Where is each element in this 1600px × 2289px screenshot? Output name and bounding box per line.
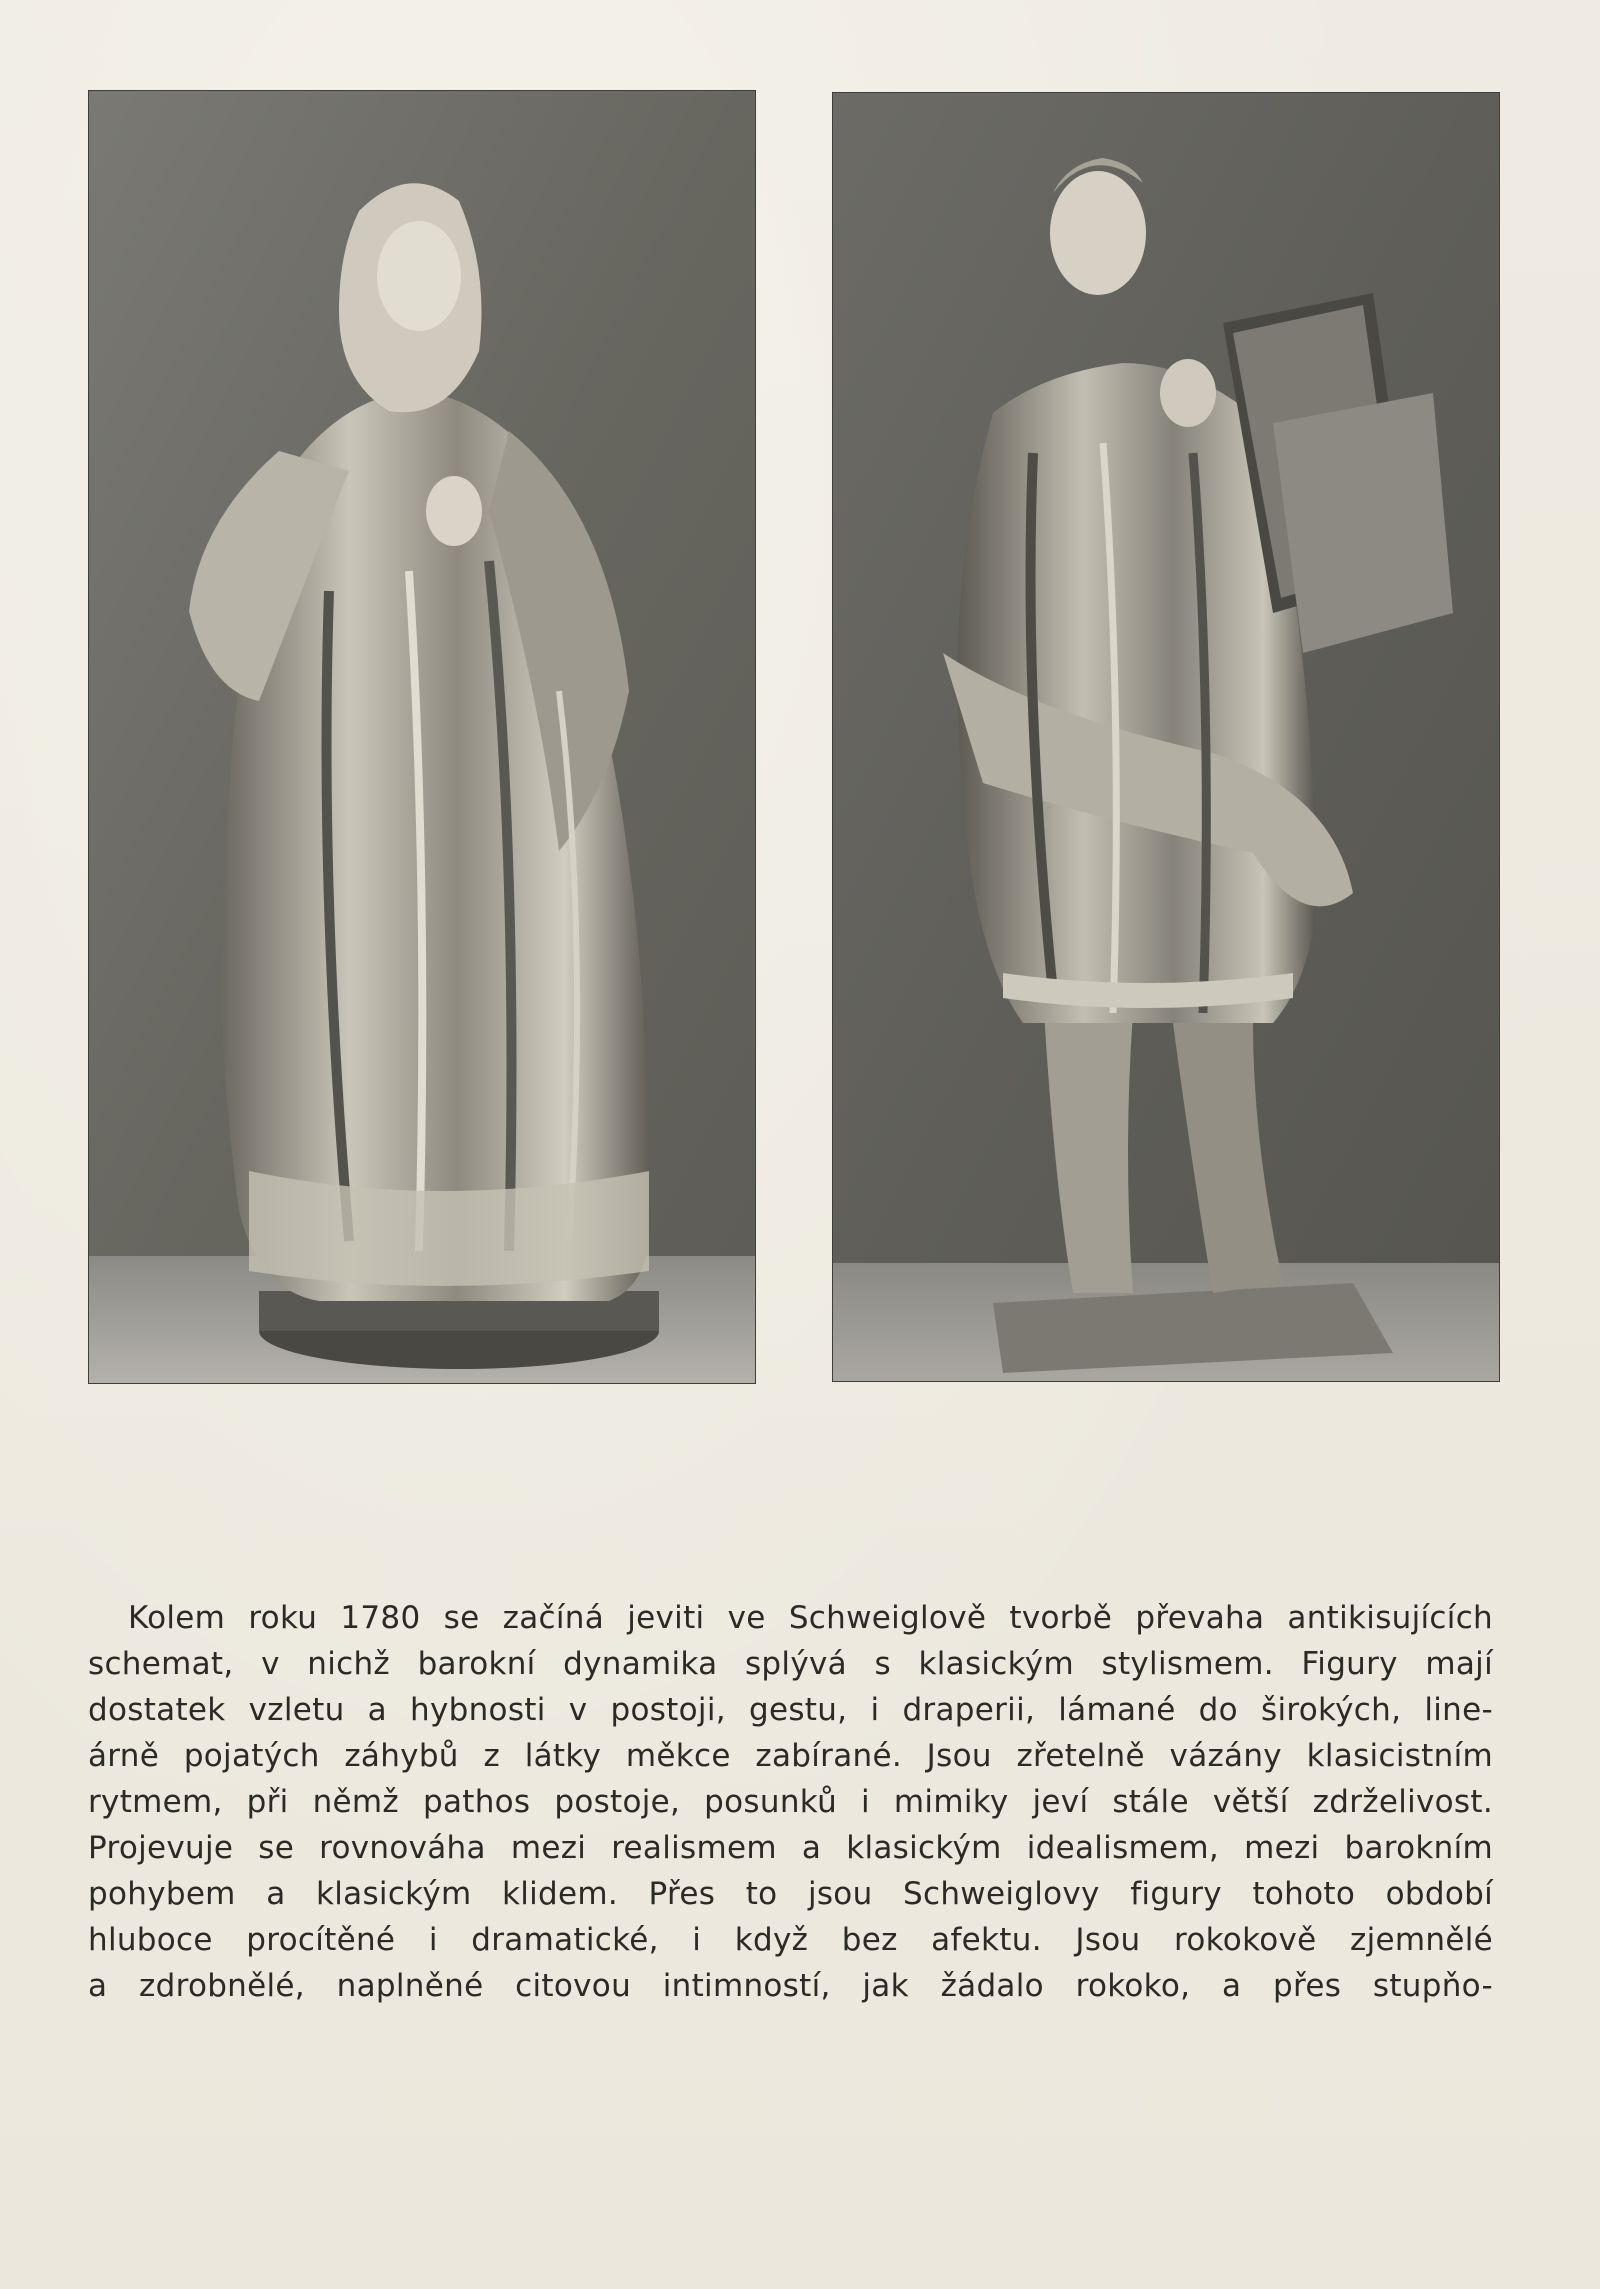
body-line-1: Kolem roku 1780 se začíná jeviti ve Schweiglově tvorbě převaha antikisujících [128, 1600, 1493, 1636]
body-line-9: a zdrobnělé, naplněné citovou intimností, jak žádalo rokoko, a přes stupňo- [88, 1968, 1493, 2004]
body-line-5: rytmem, při němž pathos postoje, posunků i mimiky jeví stále větší zdrželivost. [88, 1784, 1493, 1820]
statue-female-image [89, 91, 755, 1383]
body-text [88, 1595, 1493, 2009]
body-line-4: árně pojatých záhybů z látky měkce zabírané. Jsou zřetelně vázány klasicistním [88, 1738, 1493, 1774]
photo-statue-male [832, 92, 1500, 1382]
body-line-3: dostatek vzletu a hybnosti v postoji, gestu, i draperii, lámané do širokých, line- [88, 1692, 1493, 1728]
body-line-8: hluboce procítěné i dramatické, i když bez afektu. Jsou rokokově zjemnělé [88, 1922, 1493, 1958]
body-line-6: Projevuje se rovnováha mezi realismem a klasickým idealismem, mezi barokním [88, 1830, 1493, 1866]
photo-statue-female [88, 90, 756, 1384]
body-line-7: pohybem a klasickým klidem. Přes to jsou Schweiglovy figury tohoto období [88, 1876, 1493, 1912]
statue-male-image [833, 93, 1499, 1381]
body-line-2: schemat, v nichž barokní dynamika splývá s klasickým stylismem. Figury mají [88, 1646, 1493, 1682]
